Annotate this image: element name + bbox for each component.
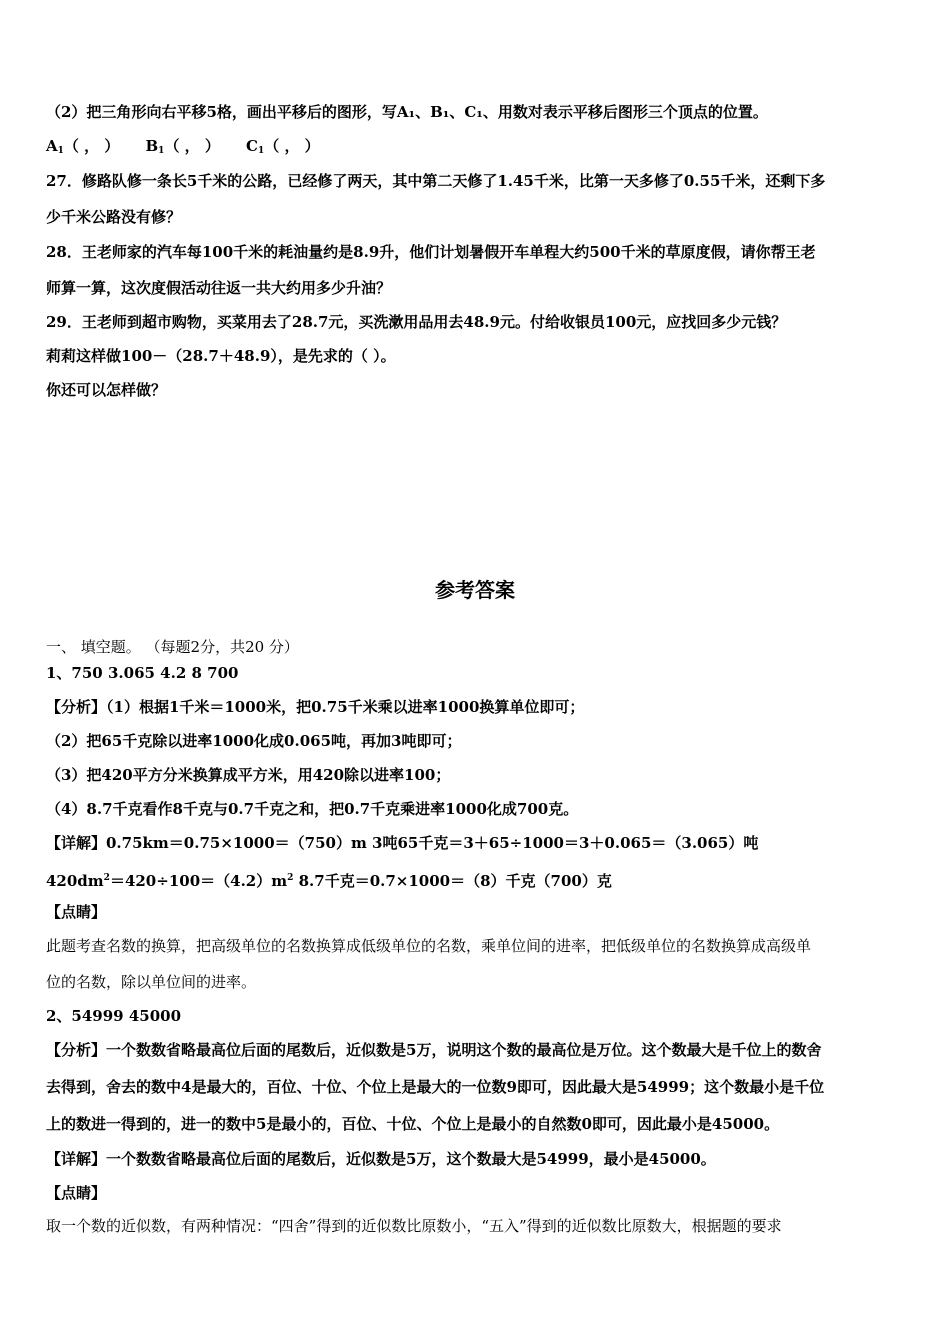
a1-analysis1: 【分析】（1）根据1千米＝1000米，把0.75千米乘以进率1000换算单位即可；	[46, 698, 585, 716]
a1-point1: 此题考查名数的换算，把高级单位的名数换算成低级单位的名数，乘单位间的进率，把低级单位的名数换算成高级单	[46, 937, 812, 955]
q27-line1: 27．修路队修一条长5千米的公路，已经修了两天，其中第二天修了1.45千米，比第一天多修了0.55千米，还剩下多	[46, 172, 826, 190]
section1-heading: 一、 填空题。 （每题2分，共20 分）	[46, 638, 299, 656]
a2-analysis3: 上的数进一得到的，进一的数中5是最小的，百位、十位、个位上是最小的自然数0即可，因此最小是45000。	[46, 1115, 780, 1133]
q26-part2: （2）把三角形向右平移5格，画出平移后的图形，写A₁、B₁、C₁、用数对表示平移后图形三个顶点的位置。	[46, 103, 768, 121]
blank-c-label: C	[246, 137, 258, 155]
q26-answer-blanks: $A_1$（ ， ） $B_1$（ ， ） $C_1$（ ， ）	[46, 137, 320, 156]
answers-title: 参考答案	[435, 578, 515, 602]
q28-line2: 师算一算，这次度假活动往返一共大约用多少升油？	[46, 279, 392, 297]
a1-analysis4: （4）8.7千克看作8千克与0.7千克之和，把0.7千克乘进率1000化成700克。	[46, 800, 579, 818]
blank-c: （ ， ）	[264, 137, 320, 155]
a1-detail1: 【详解】0.75km＝0.75×1000＝（750）m 3吨65千克＝3＋65÷1000＝3＋0.065＝（3.065）吨	[46, 834, 759, 852]
a1-point2: 位的名数，除以单位间的进率。	[46, 973, 257, 991]
q27-line2: 少千米公路没有修？	[46, 208, 182, 226]
q29-line1: 29．王老师到超市购物，买菜用去了28.7元，买洗漱用品用去48.9元。付给收银员100元，应找回多少元钱？	[46, 313, 787, 331]
a2-analysis1: 【分析】一个数数省略最高位后面的尾数后，近似数是5万，说明这个数的最高位是万位。这个数最大是千位上的数舍	[46, 1041, 822, 1059]
a2-point1: 取一个数的近似数，有两种情况：“四舍”得到的近似数比原数小，“五入”得到的近似数比原数大，根据题的要求	[46, 1217, 782, 1235]
a1-detail2: $420dm^2=420\div 100=(4.2)m^2$ 8.7千克＝0.7×1000＝（8）千克（700）克	[46, 872, 612, 890]
a2-detail: 【详解】一个数数省略最高位后面的尾数后，近似数是5万，这个数最大是54999，最小是45000。	[46, 1150, 716, 1168]
a2-analysis2: 去得到，舍去的数中4是最大的，百位、十位、个位上是最大的一位数9即可，因此最大是54999；这个数最小是千位	[46, 1078, 825, 1096]
a1-point-heading: 【点睛】	[46, 903, 107, 921]
q29-line3: 你还可以怎样做？	[46, 381, 167, 399]
q28-line1: 28．王老师家的汽车每100千米的耗油量约是8.9升，他们计划暑假开车单程大约500千米的草原度假，请你帮王老	[46, 243, 816, 261]
blank-a-label: A	[46, 137, 58, 155]
a2-header: 2、54999 45000	[46, 1007, 182, 1025]
a1-analysis3: （3）把420平方分米换算成平方米，用420除以进率100；	[46, 766, 451, 784]
a2-point-heading: 【点睛】	[46, 1184, 107, 1202]
a1-header: 1、750 3.065 4.2 8 700	[46, 664, 239, 682]
blank-b-label: B	[145, 137, 159, 155]
a1-analysis2: （2）把65千克除以进率1000化成0.065吨，再加3吨即可；	[46, 732, 462, 750]
blank-b: （ ， ）	[164, 137, 220, 155]
blank-a: （ ， ）	[63, 137, 120, 155]
q29-line2: 莉莉这样做100－（28.7＋48.9），是先求的（ ）。	[46, 347, 396, 365]
